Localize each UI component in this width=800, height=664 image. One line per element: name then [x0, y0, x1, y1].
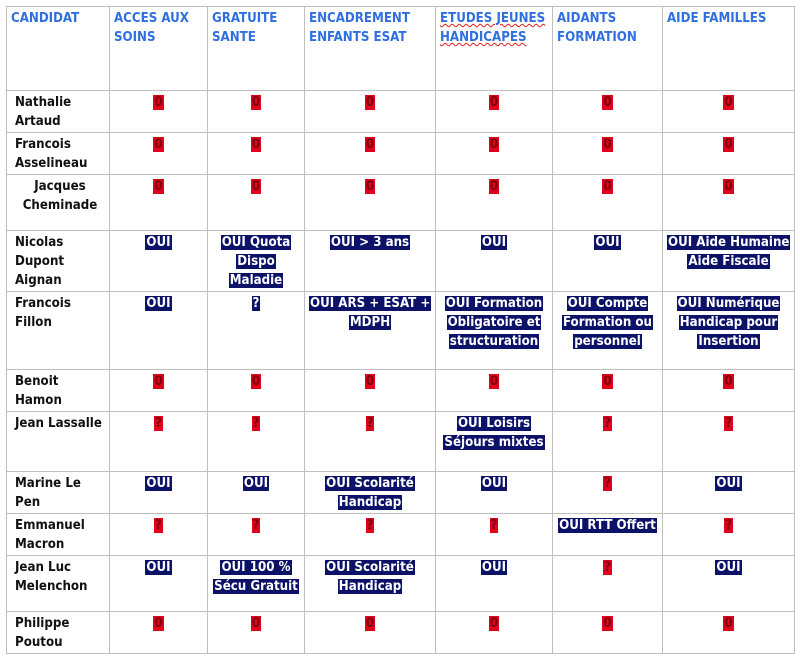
header-gratuit: GRATUITE SANTE — [208, 7, 305, 91]
cell-aide — [663, 412, 795, 472]
no-mark: 0 — [724, 374, 733, 389]
cell-acces — [110, 231, 208, 292]
cell-aidants — [553, 370, 663, 412]
yes-mark: OUI Quota Dispo Maladie — [221, 235, 291, 288]
cell-acces — [110, 292, 208, 370]
no-mark: 0 — [489, 374, 499, 389]
candidate-name: Marine Le Pen — [7, 472, 110, 514]
yes-mark: OUI Formation Obligatoire et structuration — [445, 296, 543, 349]
header-aide: AIDE FAMILLES — [663, 7, 795, 91]
cell-aide — [663, 514, 795, 556]
cell-gratuit — [208, 514, 305, 556]
yes-mark: OUI — [146, 235, 171, 250]
no-mark: ? — [252, 416, 260, 431]
candidate-name: Nathalie Artaud — [7, 91, 110, 133]
table-row — [7, 175, 795, 231]
no-mark: ? — [604, 560, 611, 575]
cell-acces — [110, 370, 208, 412]
no-mark: 0 — [724, 179, 733, 194]
no-mark: 0 — [154, 374, 163, 389]
cell-gratuit — [208, 133, 305, 175]
cell-encadrement — [305, 175, 436, 231]
cell-encadrement — [305, 514, 436, 556]
no-mark: 0 — [724, 137, 733, 152]
no-mark: 0 — [365, 179, 375, 194]
no-mark: 0 — [251, 374, 261, 389]
yes-mark: OUI > 3 ans — [330, 235, 410, 250]
cell-aidants — [553, 231, 663, 292]
yes-mark: OUI — [243, 476, 269, 491]
cell-aidants — [553, 133, 663, 175]
cell-gratuit — [208, 292, 305, 370]
cell-gratuit — [208, 175, 305, 231]
no-mark: 0 — [251, 137, 261, 152]
cell-aide — [663, 292, 795, 370]
cell-aidants — [553, 556, 663, 612]
cell-etudes — [436, 231, 553, 292]
no-mark: ? — [155, 416, 162, 431]
cell-aide — [663, 133, 795, 175]
yes-mark: OUI — [716, 560, 741, 575]
yes-mark: OUI RTT Offert — [559, 518, 656, 533]
table-row — [7, 91, 795, 133]
yes-mark: OUI 100 % Sécu Gratuit — [214, 560, 298, 594]
cell-encadrement — [305, 231, 436, 292]
no-mark: 0 — [154, 179, 163, 194]
cell-gratuit — [208, 472, 305, 514]
cell-gratuit — [208, 612, 305, 654]
cell-encadrement — [305, 612, 436, 654]
no-mark: 0 — [251, 616, 261, 631]
no-mark: 0 — [603, 137, 612, 152]
no-mark: 0 — [154, 616, 163, 631]
yes-mark: OUI Aide Humaine Aide Fiscale — [668, 235, 790, 269]
no-mark: 0 — [154, 137, 163, 152]
cell-acces — [110, 556, 208, 612]
document-page — [6, 6, 794, 654]
cell-aidants — [553, 472, 663, 514]
yes-mark: OUI ARS + ESAT + MDPH — [310, 296, 431, 330]
no-mark: ? — [366, 518, 374, 533]
yes-mark: OUI Loisirs Séjours mixtes — [444, 416, 544, 450]
table-row — [7, 292, 795, 370]
cell-aidants — [553, 412, 663, 472]
no-mark: 0 — [365, 374, 375, 389]
yes-mark: OUI — [146, 560, 171, 575]
cell-etudes — [436, 472, 553, 514]
cell-acces — [110, 612, 208, 654]
no-mark: 0 — [365, 616, 375, 631]
no-mark: 0 — [603, 616, 612, 631]
cell-acces — [110, 133, 208, 175]
no-mark: ? — [604, 416, 611, 431]
cell-encadrement — [305, 412, 436, 472]
cell-aide — [663, 612, 795, 654]
cell-etudes — [436, 514, 553, 556]
candidate-name: Emmanuel Macron — [7, 514, 110, 556]
cell-aidants — [553, 175, 663, 231]
yes-mark: ? — [252, 296, 260, 311]
candidate-name: Francois Fillon — [7, 292, 110, 370]
cell-gratuit — [208, 231, 305, 292]
no-mark: 0 — [154, 95, 163, 110]
table-row — [7, 412, 795, 472]
no-mark: 0 — [724, 616, 733, 631]
cell-gratuit — [208, 91, 305, 133]
cell-etudes — [436, 556, 553, 612]
yes-mark: OUI Compte Formation ou personnel — [562, 296, 652, 349]
no-mark: 0 — [603, 374, 612, 389]
yes-mark: OUI — [481, 235, 507, 250]
yes-mark: OUI — [146, 476, 171, 491]
yes-mark: OUI Numérique Handicap pour Insertion — [677, 296, 780, 349]
cell-acces — [110, 412, 208, 472]
candidate-name: Francois Asselineau — [7, 133, 110, 175]
no-mark: 0 — [365, 95, 375, 110]
cell-aide — [663, 175, 795, 231]
cell-encadrement — [305, 472, 436, 514]
table-row — [7, 133, 795, 175]
table-row — [7, 514, 795, 556]
yes-mark: OUI — [595, 235, 620, 250]
no-mark: ? — [604, 476, 611, 491]
table-row — [7, 231, 795, 292]
no-mark: ? — [490, 518, 498, 533]
cell-gratuit — [208, 556, 305, 612]
no-mark: 0 — [251, 179, 261, 194]
cell-encadrement — [305, 556, 436, 612]
no-mark: 0 — [489, 137, 499, 152]
table-row — [7, 370, 795, 412]
table-row — [7, 612, 795, 654]
yes-mark: OUI — [716, 476, 741, 491]
cell-aidants — [553, 292, 663, 370]
no-mark: 0 — [724, 95, 733, 110]
candidate-name: Jean Luc Melenchon — [7, 556, 110, 612]
yes-mark: OUI Scolarité Handicap — [326, 476, 414, 510]
no-mark: 0 — [603, 179, 612, 194]
cell-etudes — [436, 175, 553, 231]
cell-acces — [110, 514, 208, 556]
cell-acces — [110, 175, 208, 231]
candidate-name: Jacques Cheminade — [7, 175, 110, 231]
cell-aide — [663, 370, 795, 412]
cell-encadrement — [305, 292, 436, 370]
no-mark: ? — [725, 416, 732, 431]
cell-encadrement — [305, 133, 436, 175]
yes-mark: OUI — [481, 476, 507, 491]
header-acces: ACCES AUX SOINS — [110, 7, 208, 91]
cell-etudes — [436, 133, 553, 175]
header-row — [7, 7, 795, 91]
no-mark: ? — [252, 518, 260, 533]
yes-mark: OUI Scolarité Handicap — [326, 560, 414, 594]
header-aidants: AIDANTS FORMATION — [553, 7, 663, 91]
no-mark: ? — [366, 416, 374, 431]
candidate-name: Philippe Poutou — [7, 612, 110, 654]
cell-aide — [663, 556, 795, 612]
no-mark: 0 — [489, 616, 499, 631]
header-encadrement: ENCADREMENT ENFANTS ESAT — [305, 7, 436, 91]
cell-aide — [663, 231, 795, 292]
cell-aide — [663, 91, 795, 133]
cell-gratuit — [208, 412, 305, 472]
cell-aidants — [553, 91, 663, 133]
cell-etudes — [436, 370, 553, 412]
table-row — [7, 472, 795, 514]
cell-encadrement — [305, 91, 436, 133]
candidate-name: Jean Lassalle — [7, 412, 110, 472]
header-etudes-label: ETUDES JEUNES HANDICAPES — [440, 11, 546, 45]
header-etudes — [436, 7, 553, 91]
yes-mark: OUI — [481, 560, 507, 575]
candidates-table — [6, 6, 795, 654]
no-mark: 0 — [251, 95, 261, 110]
table-body — [7, 91, 795, 654]
cell-acces — [110, 91, 208, 133]
cell-aide — [663, 472, 795, 514]
cell-etudes — [436, 412, 553, 472]
header-candidat: CANDIDAT — [7, 7, 110, 91]
cell-encadrement — [305, 370, 436, 412]
yes-mark: OUI — [146, 296, 171, 311]
candidate-name: Nicolas Dupont Aignan — [7, 231, 110, 292]
cell-acces — [110, 472, 208, 514]
no-mark: 0 — [603, 95, 612, 110]
cell-aidants — [553, 612, 663, 654]
no-mark: 0 — [365, 137, 375, 152]
candidate-name: Benoit Hamon — [7, 370, 110, 412]
no-mark: ? — [725, 518, 732, 533]
no-mark: ? — [155, 518, 162, 533]
no-mark: 0 — [489, 95, 499, 110]
cell-aidants — [553, 514, 663, 556]
cell-etudes — [436, 292, 553, 370]
cell-etudes — [436, 612, 553, 654]
no-mark: 0 — [489, 179, 499, 194]
cell-etudes — [436, 91, 553, 133]
table-row — [7, 556, 795, 612]
cell-gratuit — [208, 370, 305, 412]
